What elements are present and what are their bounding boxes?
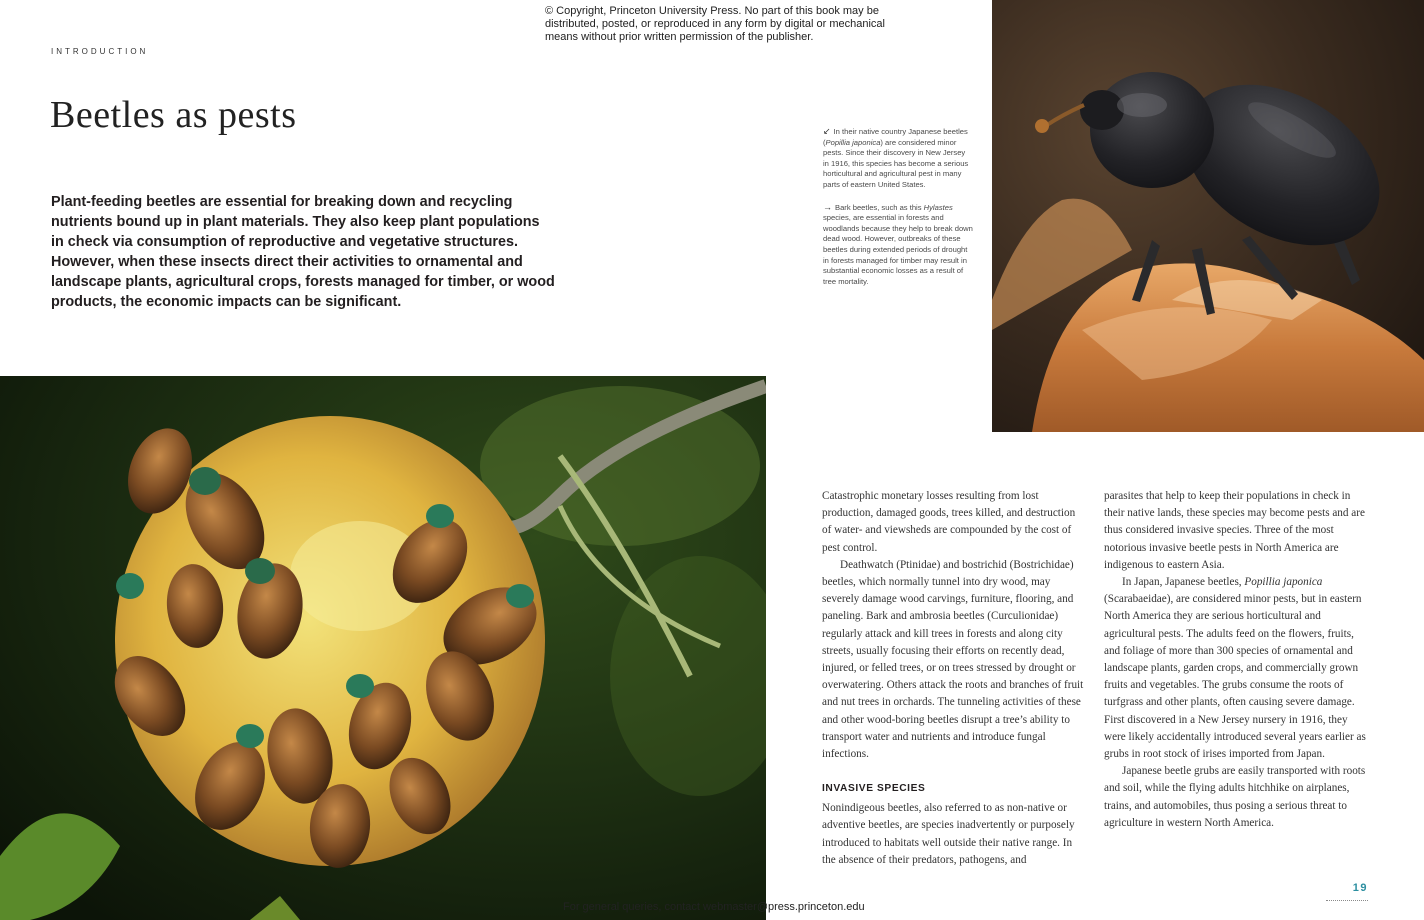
body-paragraph: Deathwatch (Ptinidae) and bostrichid (Bostrichidae) beetles, which normally tunnel into dry wood, may severely damage wood carvings, furniture, flooring, and paneling. Bark and ambrosia beetles (Curculionidae) regularly attack and kill trees in forests and along city streets, usually focusing their efforts on recently dead, injured, or felled trees, or on trees stressed by drought or overwatering. Others attack the roots and branches of fruit and nut trees in orchards. The tunneling activities of these and other wood-boring beetles disrupt a tree’s ability to transport water and nutrients and introduce fungal infections. <box>822 558 1084 761</box>
caption-species-name: Popillia japonica <box>825 137 881 147</box>
species-name: Popillia japonica <box>1244 576 1323 589</box>
intro-paragraph: Plant-feeding beetles are essential for breaking down and recycling nutrients bound up in plant materials. They also keep plant populations in check via consumption of reproductive and vegetative structures. However, when these insects direct their activities to ornamental and landscape plants, agricultural crops, forests managed for timber, or wood products, the economic impacts can be significant. <box>51 194 555 310</box>
footer-contact: For general queries, contact webmaster@press.princeton.edu <box>563 901 865 913</box>
subhead-invasive-species: INVASIVE SPECIES <box>822 783 926 795</box>
caption-text: species, are essential in forests and woodlands because they help to break down dead wood. However, outbreaks of these beetles during extended periods of drought in forests managed for timber may result in substantial economic losses as a result of tree mortality. <box>823 213 973 286</box>
caption-bark-beetle <box>823 202 973 288</box>
section-label: INTRODUCTION <box>51 47 149 56</box>
photo-captions <box>823 126 973 298</box>
arrow-right-icon: → <box>823 201 832 212</box>
copyright-notice <box>545 5 890 44</box>
copyright-line-1: © Copyright, Princeton University Press. No part of this book may be <box>545 5 879 17</box>
arrow-down-left-icon: ↙ <box>823 126 831 136</box>
caption-japanese-beetles <box>823 126 973 191</box>
body-paragraph: Catastrophic monetary losses resulting from lost production, damaged goods, trees killed, and destruction of water- and viewsheds are compounded by the cost of pest control. <box>822 490 1076 554</box>
copyright-line-3: means without prior written permission of the publisher. <box>545 31 814 43</box>
copyright-line-2: distributed, posted, or reproduced in any form by digital or mechanical <box>545 18 885 30</box>
bark-beetle-photo <box>992 0 1424 432</box>
japanese-beetles-photo <box>0 376 766 920</box>
body-paragraph <box>1104 574 1369 763</box>
body-column-left <box>822 488 1087 869</box>
caption-text: In their native country Japanese beetles ( <box>823 127 968 147</box>
body-text: In Japan, Japanese beetles, <box>1122 576 1245 589</box>
body-paragraph: Nonindigeous beetles, also referred to as non-native or adventive beetles, are species inadvertently or purposely introduced to habitats well outside their native range. In the absence of their predators, pathogens, and <box>822 802 1075 866</box>
body-paragraph: Japanese beetle grubs are easily transported with roots and soil, while the flying adults hitchhike on airplanes, trains, and automobiles, thus posing a serious threat to agriculture in western North America. <box>1104 765 1366 829</box>
body-column-right <box>1104 488 1369 832</box>
body-paragraph: parasites that help to keep their populations in check in their native lands, these species may become pests and are thus considered invasive species. Three of the most notorious invasive beetle pests in North America are indigenous to eastern Asia. <box>1104 490 1365 571</box>
page-number: 19 <box>1352 882 1368 894</box>
caption-species-name: Hylastes <box>923 202 953 212</box>
body-text: (Scarabaeidae), are considered minor pests, but in eastern North America they are serious horticultural and agricultural pests. The adults feed on the flowers, fruits, and foliage of more than 300 species of ornamental and landscape plants, garden crops, and commercially grown fruits and vegetables. The grubs consume the roots of turfgrass and other plants, often causing severe damage. First discovered in a New Jersey nursery in 1916, they were likely accidentally introduced several years earlier as grubs in root stock of irises imported from Japan. <box>1104 593 1366 761</box>
caption-text: ) are considered minor pests. Since their discovery in New Jersey in 1916, this species has become a serious horticultural and agricultural pest in many parts of eastern United States. <box>823 137 969 189</box>
caption-text: Bark beetles, such as this <box>835 202 924 212</box>
page-number-rule <box>1326 900 1368 901</box>
page-title: Beetles as pests <box>50 94 297 136</box>
